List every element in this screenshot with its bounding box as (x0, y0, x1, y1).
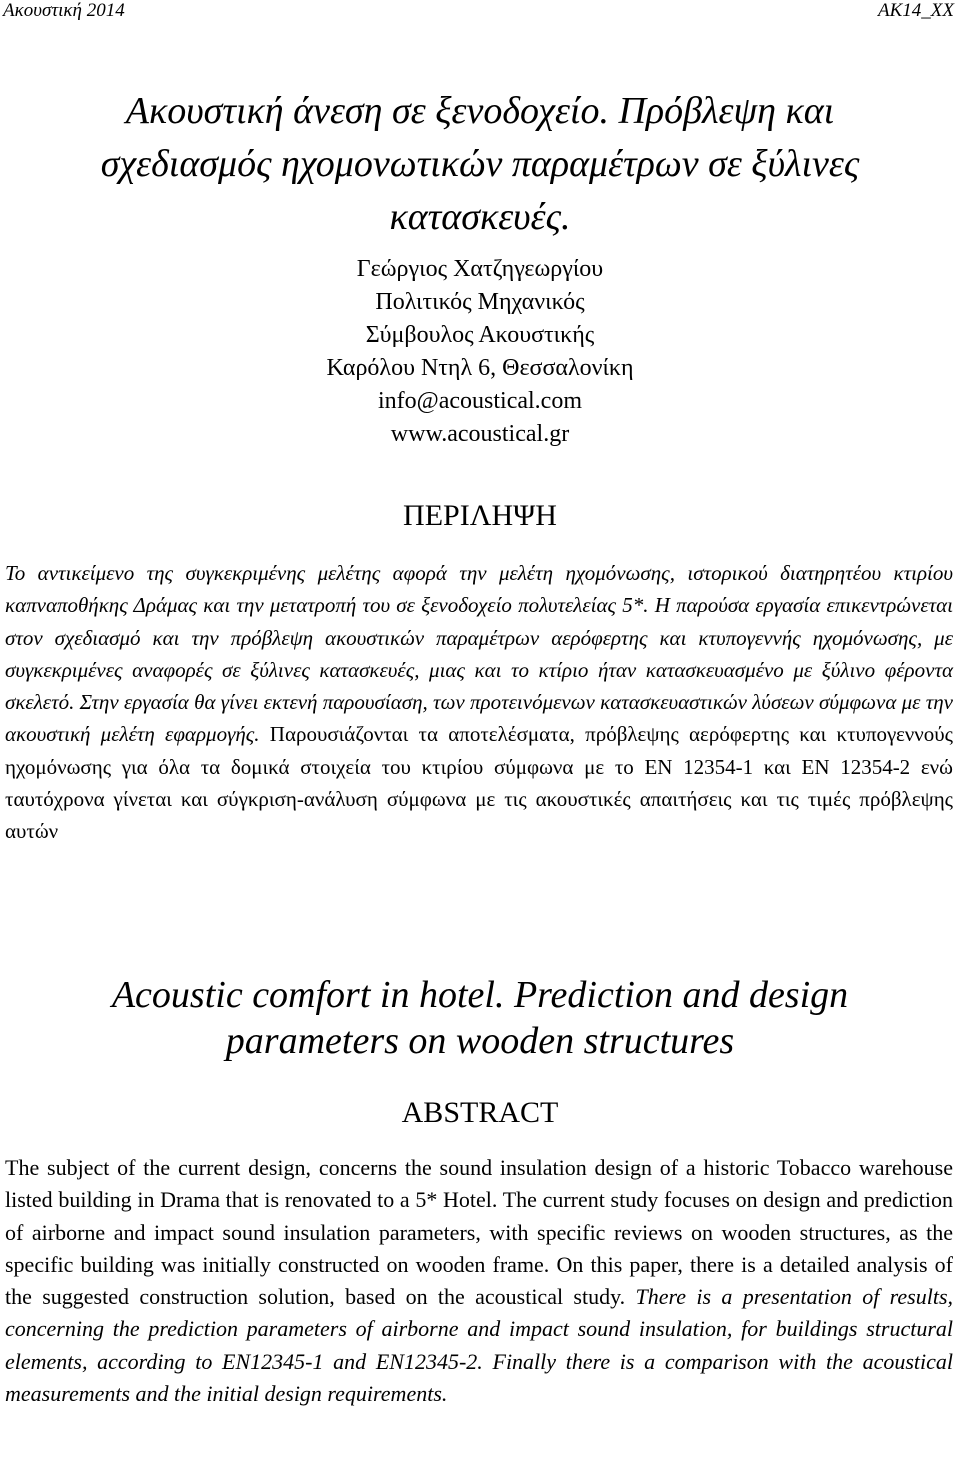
abstract-greek-heading: ΠΕΡΙΛΗΨΗ (403, 499, 557, 532)
abstract-english-sentence-4: There is a presentation of results, concerning the prediction parameters of airborne and impact sound insulation, for buildings structural elements, according to EN12345-1 and EN12345-2. (5, 1284, 954, 1374)
abstract-greek-sentence-4: Παρουσιάζονται τα αποτελέσματα, πρόβλεψης αερόφερτης και κτυπογεννούς ηχομόνωσης για όλα τα δομικά στοιχεία του κτιρίου σύμφωνα με το ΕΝ 12354-1 και ΕΝ 12354-2 ενώ ταυτόχρονα γίνεται και σύγκριση-ανάλυση σύμφωνα με τις ακουστικές απαιτήσεις και τις τιμές πρόβλεψης αυτών (5, 722, 954, 844)
abstract-greek-sentence-1: Το αντικείμενο της συγκεκριμένης μελέτης αφορά την μελέτη ηχομόνωσης, ιστορικού διατηρητέου κτιρίου καπναποθήκης Δράμας και την μετατροπή του σε ξενοδοχείο πολυτελείας 5*. (5, 561, 953, 618)
abstract-greek-sentence-2: Η παρούσα εργασία επικεντρώνεται στον σχεδιασμό και την πρόβλεψη ακουστικών παραμέτρων αερόφερτης και κτυπογεννής ηχομόνωσης, με συγκεκριμένες αναφορές σε ξύλινες κατασκευές, μιας και το κτίριο ήταν κατασκευασμένο με ξύλινο φέροντα σκελετό. (5, 593, 953, 715)
author-website: www.acoustical.gr (390, 421, 570, 447)
abstract-english-sentence-2: The current study focuses on design and prediction of airborne and impact sound insulation parameters, with specific reviews on wooden structures, as the specific building was initially constructed on wooden frame. (5, 1187, 953, 1277)
author-email: info@acoustical.com (377, 388, 583, 414)
abstract-english-body (5, 1152, 953, 1410)
author-address: Καρόλου Ντηλ 6, Θεσσαλονίκη (326, 355, 634, 381)
abstract-english-sentence-3: On this paper, there is a detailed analysis of the suggested construction solution, based on the acoustical study. (5, 1251, 954, 1310)
title-english: Acoustic comfort in hotel. Prediction and design parameters on wooden structures (111, 974, 849, 1062)
abstract-english-heading: ABSTRACT (401, 1096, 559, 1129)
author-block (0, 253, 960, 451)
abstract-english-sentence-1: The subject of the current design, concerns the sound insulation design of a historic Tobacco warehouse listed building in Drama that is renovated to a 5* Hotel. (5, 1155, 953, 1213)
author-name: Γεώργιος Χατζηγεωργίου (356, 256, 604, 282)
abstract-english-sentence-5: Finally there is a comparison with the acoustical measurements and the initial design requirements. (5, 1348, 954, 1407)
title-greek: Ακουστική άνεση σε ξενοδοχείο. Πρόβλεψη και σχεδιασμός ηχομονωτικών παραμέτρων σε ξύλινες κατασκευές. (100, 90, 860, 238)
running-header-right: ΑΚ14_XX (878, 0, 954, 21)
author-role: Πολιτικός Μηχανικός (375, 289, 585, 315)
running-header-left: Ακουστική 2014 (3, 0, 125, 21)
abstract-greek-sentence-3: Στην εργασία θα γίνει εκτενή παρουσίαση, των προτεινόμενων κατασκευαστικών λύσεων σύμφωνα με την ακουστική μελέτη εφαρμογής. (5, 690, 953, 747)
author-title: Σύμβουλος Ακουστικής (365, 322, 595, 348)
abstract-greek-body (5, 557, 953, 848)
